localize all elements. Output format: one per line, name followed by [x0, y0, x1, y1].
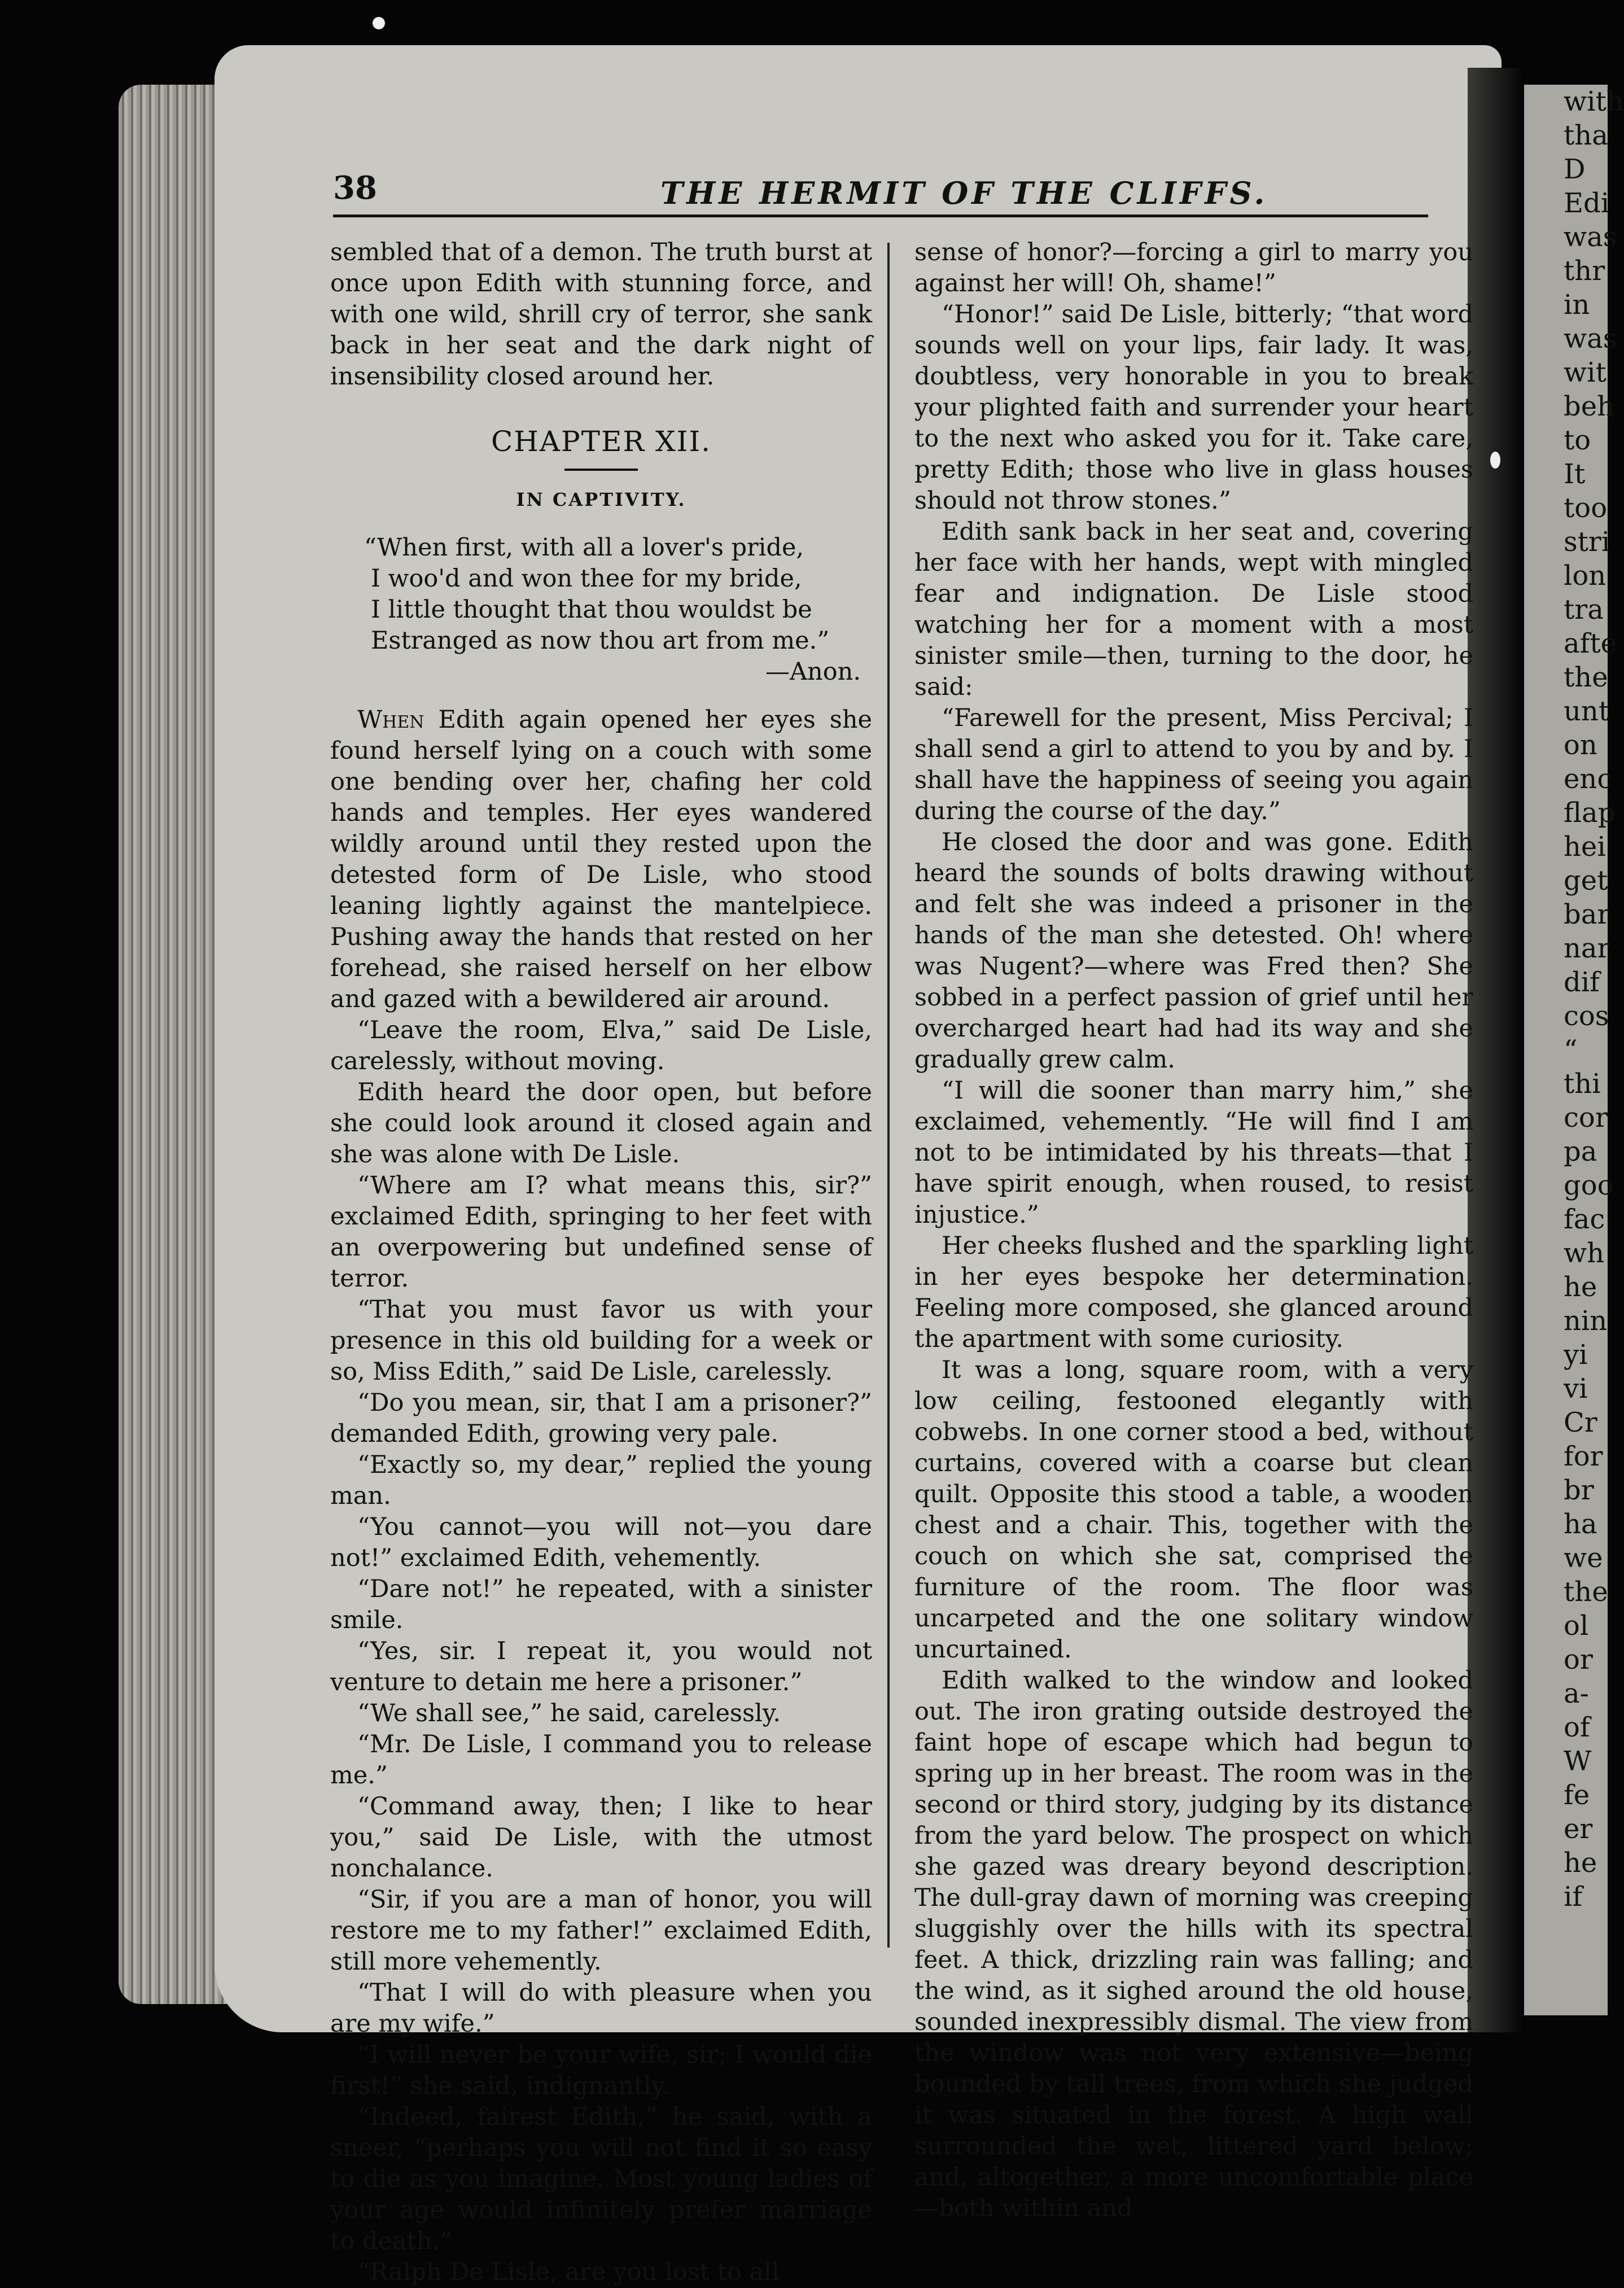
facing-page-fragment: to: [1564, 425, 1591, 456]
epigraph-attribution: —Anon.: [765, 658, 861, 686]
paragraph: “I will never be your wife, sir; I would die first!” she said, indignantly.: [330, 2041, 872, 2100]
facing-page-fragment: fe: [1564, 1779, 1590, 1811]
facing-page-fragment: dif: [1564, 966, 1600, 998]
facing-page-fragment: flap: [1564, 797, 1616, 829]
paragraph: “Honor!” said De Lisle, bitterly; “that word sounds well on your lips, fair lady. It was, doubtless, very honorable in you to break your plighted faith and surrender your heart to the next who asked you for it. Take care, pretty Edith; those who live in glass houses should not throw stones.”: [914, 300, 1473, 515]
facing-page-fragment: if: [1564, 1881, 1583, 1913]
facing-page-fragment: or: [1564, 1644, 1593, 1675]
paragraph: “You cannot—you will not—you dare not!” exclaimed Edith, vehemently.: [330, 1513, 872, 1572]
facing-page-fragment: wh: [1564, 1237, 1604, 1269]
paragraph: sembled that of a demon. The truth burst at once upon Edith with stunning force, and with one wild, shrill cry of terror, she sank back in her seat and the dark night of insensibility closed around her.: [330, 238, 872, 391]
facing-page-fragment: on: [1564, 729, 1597, 761]
paragraph: “Yes, sir. I repeat it, you would not venture to detain me here a prisoner.”: [330, 1637, 872, 1696]
facing-page-fragment: Cr: [1564, 1407, 1597, 1438]
facing-page-fragment: of: [1564, 1712, 1590, 1743]
paragraph: Edith sank back in her seat and, covering her face with her hands, wept with mingled fear and indignation. De Lisle stood watching her for a moment with a most sinister smile—then, turning to the door, he said:: [914, 518, 1473, 701]
paragraph: “Indeed, fairest Edith,” he said, with a sneer, “perhaps you will not find it so easy to die as you imagine. Most young ladies of your age would infinitely prefer marriage to death.”: [330, 2103, 872, 2255]
facing-page-fragment: ol: [1564, 1610, 1589, 1642]
scan-speck: [1490, 452, 1500, 469]
facing-page-fragment: fac: [1564, 1204, 1605, 1235]
header-rule: [333, 215, 1428, 217]
facing-page-fragment: he: [1564, 1847, 1597, 1879]
paragraph: “I will die sooner than marry him,” she exclaimed, vehemently. “He will find I am not to be intimidated by his threats—that I have spirit enough, when roused, to resist injustice.”: [914, 1077, 1473, 1229]
facing-page-fragment: cos: [1564, 1000, 1609, 1032]
paragraph: “That you must favor us with your presence in this old building for a week or so, Miss Edith,” said De Lisle, carelessly.: [330, 1296, 872, 1386]
paragraph: [330, 705, 872, 1015]
paragraph: sense of honor?—forcing a girl to marry you against her will! Oh, shame!”: [914, 238, 1473, 298]
paragraph: Edith walked to the window and looked out. The iron grating outside destroyed the faint hope of escape which had begun to spring up in her breast. The room was in the second or third story, judging by its distance from the yard below. The prospect on which she gazed was dreary beyond description. The dull-gray dawn of morning was creeping sluggishly over the hills with its spectral feet. A thick, drizzling rain was falling; and the wind, as it sighed around the old house, sounded inexpressibly dismal. The view from the window was not very extensive—being bounded by tall trees, from which she judged it was situated in the forest. A high wall surrounded the wet, littered yard below; and, altogether, a more uncomfortable place—both within and: [914, 1666, 1473, 2223]
column-divider: [887, 243, 890, 1948]
facing-page-fragment: br: [1564, 1475, 1594, 1506]
facing-page: [1524, 85, 1624, 2015]
paragraph: “Ralph De Lisle, are you lost to all: [357, 2258, 780, 2286]
facing-page-fragment: a-: [1564, 1678, 1589, 1709]
facing-page-fragment: vi: [1564, 1373, 1588, 1405]
opening-word: When: [357, 706, 424, 734]
facing-page-fragment: afte: [1564, 628, 1617, 659]
facing-page-fragment: enc: [1564, 763, 1613, 795]
chapter-title: CHAPTER XII.: [491, 425, 711, 458]
facing-page-fragment: er: [1564, 1813, 1593, 1845]
facing-page-fragment: nar: [1564, 933, 1610, 964]
facing-page-fragment: the: [1564, 1576, 1608, 1608]
facing-page-fragment: nin: [1564, 1305, 1608, 1337]
right-column: [914, 237, 1473, 2223]
facing-page-fragment: tra: [1564, 594, 1604, 625]
paragraph: It was a long, square room, with a very low ceiling, festooned elegantly with cobwebs. In one corner stood a bed, without curtains, covered with a coarse but clean quilt. Opposite this stood a table, a wooden chest and a chair. This, together with the couch on which she sat, comprised the furniture of the room. The floor was uncarpeted and the one solitary window uncurtained.: [914, 1356, 1473, 1664]
facing-page-fragment: for: [1564, 1441, 1603, 1472]
facing-page-fragment: unt: [1564, 695, 1610, 727]
facing-page-fragment: It: [1564, 458, 1586, 490]
facing-page-fragment: the: [1564, 662, 1608, 693]
left-column: [330, 237, 872, 2286]
facing-page-fragment: yi: [1564, 1339, 1588, 1371]
facing-page-fragment: D: [1564, 154, 1586, 185]
facing-page-fragment: was: [1564, 323, 1617, 355]
facing-page-fragment: with: [1564, 86, 1624, 117]
paragraph: “Dare not!” he repeated, with a sinister smile.: [330, 1575, 872, 1634]
facing-page-fragment: we: [1564, 1542, 1603, 1574]
paragraph: “Exactly so, my dear,” replied the young man.: [330, 1451, 872, 1510]
facing-page-fragment: was: [1564, 221, 1617, 253]
facing-page-fragment: stri: [1564, 526, 1610, 558]
paragraph: “Do you mean, sir, that I am a prisoner?” demanded Edith, growing very pale.: [330, 1389, 872, 1448]
facing-page-fragment: beh: [1564, 391, 1615, 422]
facing-page-fragment: “: [1564, 1034, 1578, 1066]
paragraph: “Where am I? what means this, sir?” exclaimed Edith, springing to her feet with an overpowering but undefined sense of terror.: [330, 1171, 872, 1293]
page-header: [333, 169, 1434, 220]
epigraph-verse: [330, 532, 872, 657]
page-number: 38: [333, 169, 377, 207]
verse-line: I little thought that thou wouldst be: [371, 596, 812, 624]
facing-page-fragment: Edi: [1564, 187, 1610, 219]
paragraph: “Farewell for the present, Miss Percival; I shall send a girl to attend to you by and by. I shall have the happiness of seeing you again during the course of the day.”: [914, 704, 1473, 825]
paragraph: He closed the door and was gone. Edith heard the sounds of bolts drawing without and felt she was indeed a prisoner in the hands of the man she detested. Oh! where was Nugent?—where was Fred then? She sobbed in a perfect passion of grief until her overcharged heart had had its way and she gradually grew calm.: [914, 828, 1473, 1074]
facing-page-fragment: W: [1564, 1745, 1592, 1777]
paragraph: “We shall see,” he said, carelessly.: [357, 1699, 781, 1727]
facing-page-fragment: pa: [1564, 1136, 1597, 1167]
paragraph: “Command away, then; I like to hear you,” said De Lisle, with the utmost nonchalance.: [330, 1792, 872, 1883]
facing-page-text: [1564, 85, 1624, 2015]
facing-page-fragment: he: [1564, 1271, 1597, 1303]
facing-page-fragment: thi: [1564, 1068, 1601, 1100]
facing-page-fragment: get: [1564, 865, 1608, 896]
chapter-rule: [564, 469, 638, 471]
paragraph: “That I will do with pleasure when you are my wife.”: [330, 1979, 872, 2038]
paragraph: “Leave the room, Elva,” said De Lisle, carelessly, without moving.: [330, 1016, 872, 1075]
running-head: THE HERMIT OF THE CLIFFS.: [660, 175, 1268, 211]
facing-page-fragment: tha: [1564, 120, 1608, 151]
paragraph: Her cheeks flushed and the sparkling light in her eyes bespoke her determination. Feeling more composed, she glanced around the apartment with some curiosity.: [914, 1232, 1473, 1353]
facing-page-fragment: wit: [1564, 357, 1607, 388]
facing-page-fragment: too: [1564, 492, 1608, 524]
facing-page-fragment: bar: [1564, 899, 1610, 930]
paragraph: “Mr. De Lisle, I command you to release me.”: [330, 1730, 872, 1790]
facing-page-fragment: lon: [1564, 560, 1607, 592]
scan-speck: [373, 17, 385, 29]
verse-line: “When first, with all a lover's pride,: [364, 533, 804, 562]
facing-page-fragment: in: [1564, 289, 1590, 321]
facing-page-fragment: thr: [1564, 255, 1605, 287]
chapter-subtitle: IN CAPTIVITY.: [516, 489, 686, 510]
facing-page-fragment: hei: [1564, 831, 1606, 863]
facing-page-fragment: cor: [1564, 1102, 1608, 1134]
paragraph: “Sir, if you are a man of honor, you will restore me to my father!” exclaimed Edith, still more vehemently.: [330, 1885, 872, 1976]
verse-line: I woo'd and won thee for my bride,: [371, 565, 802, 593]
facing-page-fragment: goo: [1564, 1170, 1614, 1201]
facing-page-fragment: ha: [1564, 1508, 1597, 1540]
paragraph-text: Edith again opened her eyes she found herself lying on a couch with some one bending over her, chafing her cold hands and temples. Her eyes wandered wildly around until they rested upon the detested form of De Lisle, who stood leaning lightly against the mantelpiece. Pushing away the hands that rested on her forehead, she raised herself on her elbow and gazed with a bewildered air around.: [330, 706, 872, 1013]
paragraph: Edith heard the door open, but before she could look around it closed again and she was alone with De Lisle.: [330, 1078, 872, 1169]
verse-line: Estranged as now thou art from me.”: [371, 627, 830, 655]
